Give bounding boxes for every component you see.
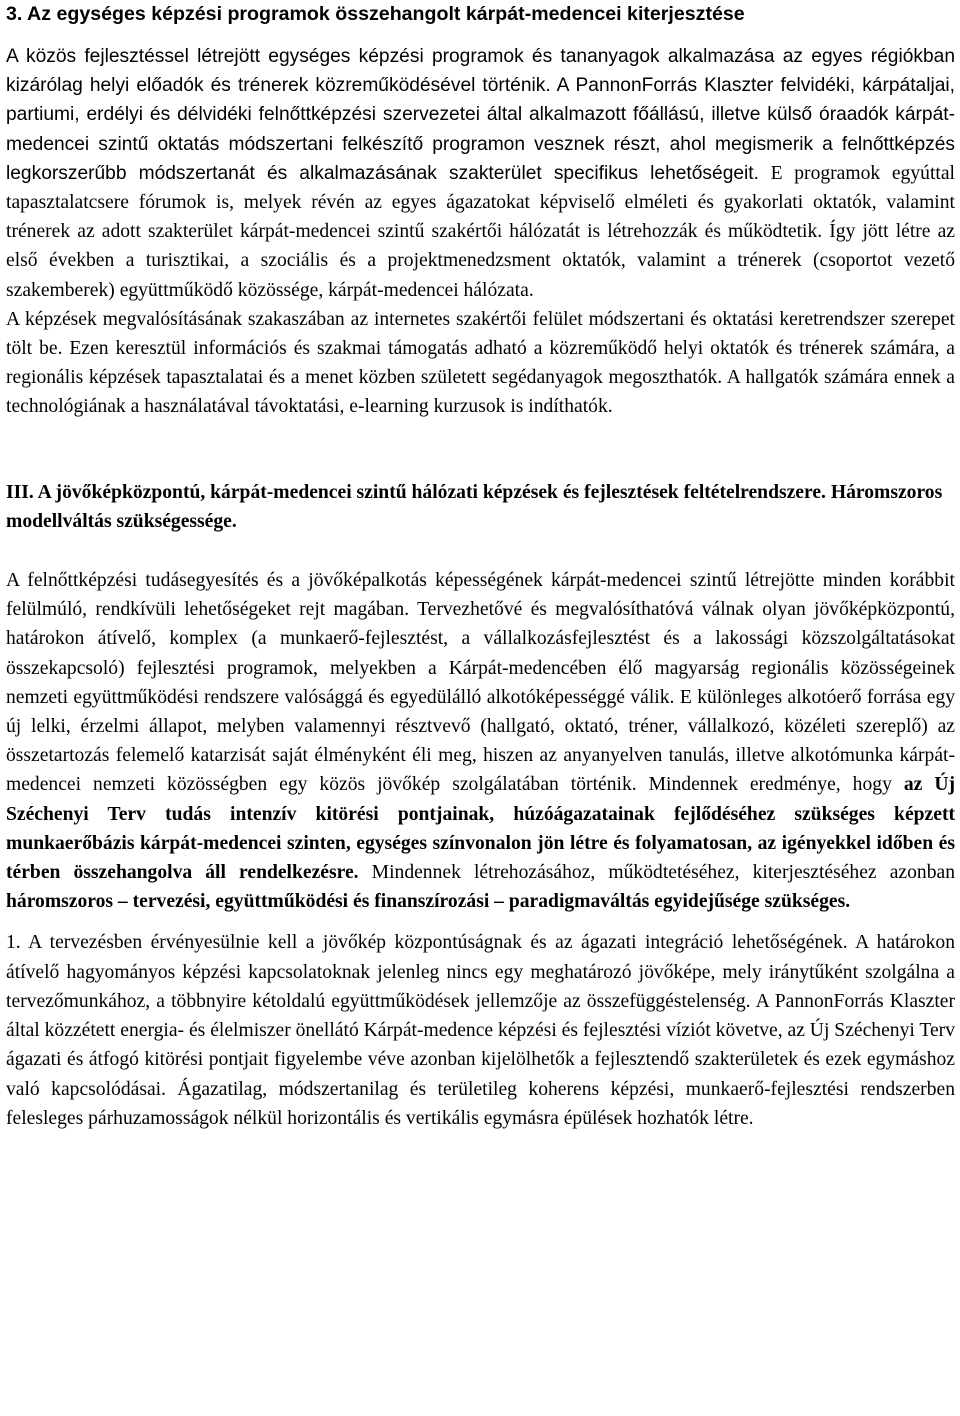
paragraph-elearning: A képzések megvalósításának szakaszában az internetes szakértői felület módszertani és oktatási keretrendszer szerepet tölt be. Ezen keresztül információs és szakmai támogatás adható a közreműködő helyi oktatók és trénerek számára, a regionális képzések tapasztalatai és a menet közben született segédanyagok megoszthatók. A hallgatók számára ennek a technológiának a használatával távoktatási, e-learning kurzusok is indíthatók. — [6, 308, 955, 418]
paragraph-vision — [6, 566, 955, 916]
spacer — [6, 916, 955, 928]
section-heading: 3. Az egységes képzési programok összehangolt kárpát-medencei kiterjesztése — [6, 3, 745, 25]
paragraph-intro-sans: A közös fejlesztéssel létrejött egységes képzési programok és tananyagok alkalmazása az egyes régiókban kizárólag helyi előadók és trénerek közreműködésével történik. A PannonForrás Klaszter felvidéki, kárpátaljai, partiumi, erdélyi és délvidéki felnőttképzési szervezetei által alkalmazott főállású, illetve külső óraadók kárpát-medencei szintű oktatás módszertani felkészítő programon vesznek részt, ahol megismerik a felnőttképzés legkorszerűbb módszertanát és alkalmazásának szakterület specifikus lehetőségeit. — [6, 46, 955, 184]
paragraph-vision-bold-b: az Új Széchenyi Terv tudás intenzív kitörési pontjainak, húzóágazatainak fejlődéséhez szükséges képzett munkaerőbázis kárpát-medencei szinten, egységes színvonalon jön létre és folyamatosan, az igényekkel időben és térben összehangolva áll rendelkezésre. — [6, 774, 955, 884]
spacer — [6, 422, 955, 478]
paragraph-planning: 1. A tervezésben érvényesülnie kell a jövőkép központúságnak és az ágazati integráció lehetőségének. A határokon átívelő hagyományos képzési kapcsolatoknak jelenleg nincs egy meghatározó jövőképe, mely iránytűként szolgálna a tervezőmunkához, a többnyire kétoldalú együttműködések jellemzője az összefüggéstelenség. A PannonForrás Klaszter által közzétett energia- és élelmiszer önellátó Kárpát-medence képzési és fejlesztési víziót követve, az Új Széchenyi Terv ágazati és átfogó kitörési pontjait figyelembe véve azonban kijelölhetők a fejlesztendő szakterületek és ezek egymáshoz való kapcsolódásai. Ágazatilag, módszertanilag és területileg koherens képzési, munkaerő-fejlesztési rendszerben felesleges párhuzamosságok nélkül horizontális és vertikális egymásra épülések hozhatók létre. — [6, 932, 955, 1129]
section-title: III. A jövőképközpontú, kárpát-medencei szintű hálózati képzések és fejlesztések feltételrendszere. Háromszoros modellváltás szükségessége. — [6, 481, 943, 532]
spacer — [6, 536, 955, 566]
paragraph-vision-text-a: A felnőttképzési tudásegyesítés és a jövőképalkotás képességének kárpát-medencei szintű létrejötte minden korábbit felülmúló, rendkívüli lehetőségeket rejt magában. Tervezhetővé és megvalósíthatóvá válnak olyan jövőképközpontú, határokon átívelő, komplex (a munkaerő-fejlesztést, a vállalkozásfejlesztést és a lakossági közszolgáltatásokat összekapcsoló) fejlesztési programok, melyekben a Kárpát-medencében élő magyarság regionális közösségeinek nemzeti együttműködési rendszere valósággá és egyedülálló alkotóképességgé válik. E különleges alkotóerő forrása egy új lelki, érzelmi állapot, melyben valamennyi résztvevő (hallgató, oktató, tréner, vállalkozó, közéleti szereplő) az összetartozás felemelő katarzisát saját élményként éli meg, hiszen az anyanyelven tanulás, illetve alkotómunka kárpát-medencei nemzeti közösségben egy közös jövőkép szolgálatában történik. Mindennek eredménye, hogy — [6, 570, 955, 796]
paragraph-intro — [6, 42, 955, 305]
spacer — [6, 28, 955, 42]
paragraph-intro-serif: E programok egyúttal tapasztalatcsere fórumok is, melyek révén az egyes ágazatokat képviselő elméleti és gyakorlati oktatók, valamint trénerek az adott szakterület kárpát-medencei szintű szakértői hálózatát is létrehozzák és működtetik. Így jött létre az első években a turisztikai, a szociális és a projektmenedzsment oktatók, valamint a trénerek (csoportot vezető szakemberek) együttműködő közössége, kárpát-medencei hálózata. — [6, 162, 955, 301]
paragraph-vision-text-c: Mindennek létrehozásához, működtetéséhez, kiterjesztéséhez azonban — [358, 862, 955, 884]
paragraph-vision-bold-d: háromszoros – tervezési, együttműködési és finanszírozási – paradigmaváltás egyidejűsége szükséges. — [6, 891, 851, 913]
